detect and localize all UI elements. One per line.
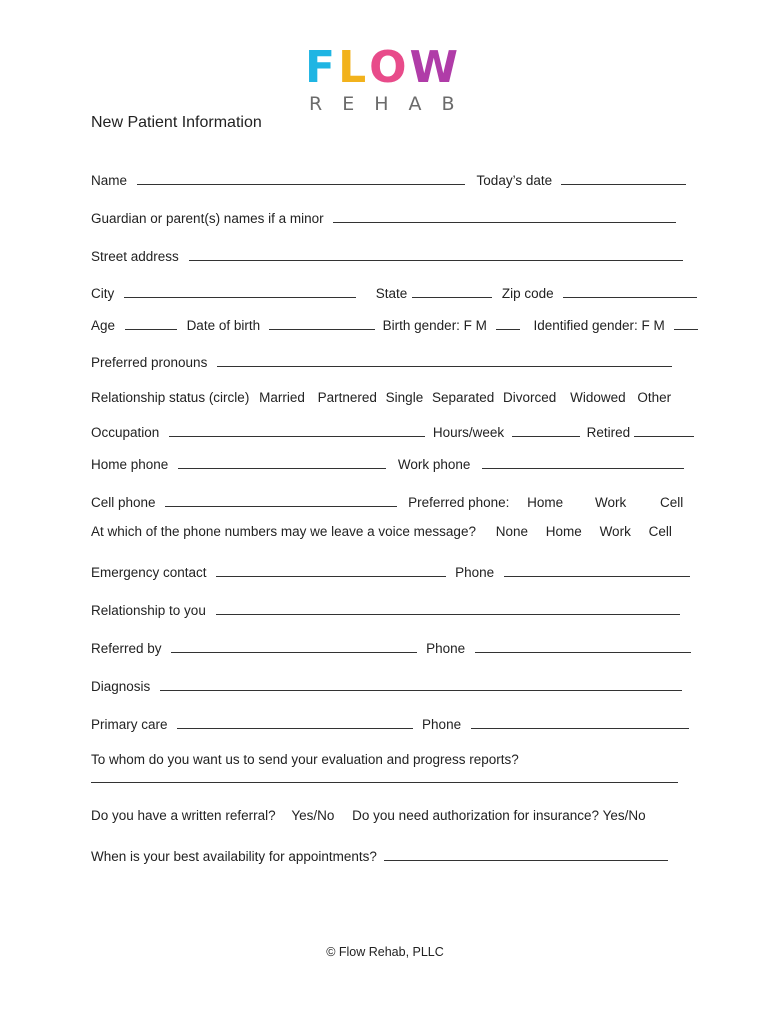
home-phone-label: Home phone (91, 457, 169, 472)
logo-letter-o: O (369, 42, 408, 93)
voicemail-row (91, 524, 672, 544)
age-row (91, 315, 698, 335)
identified-gender-label: Identified gender: F M (533, 318, 665, 333)
availability-field[interactable] (384, 846, 668, 861)
city-row (91, 283, 697, 303)
availability-row (91, 846, 668, 866)
logo-letter-f: F (305, 42, 337, 93)
state-field[interactable] (412, 283, 492, 298)
voicemail-option-none[interactable]: None (495, 524, 529, 539)
reports-question: To whom do you want us to send your evaluation and progress reports? (91, 752, 519, 767)
home-phone-field[interactable] (178, 454, 386, 469)
relationship-status-label: Relationship status (circle) (91, 390, 250, 405)
voicemail-option-cell[interactable]: Cell (648, 524, 672, 539)
retired-label: Retired (586, 425, 631, 440)
option-divorced[interactable]: Divorced (503, 390, 557, 405)
emergency-phone-field[interactable] (504, 562, 690, 577)
age-field[interactable] (125, 315, 177, 330)
cell-phone-row (91, 492, 683, 512)
pronouns-label: Preferred pronouns (91, 355, 208, 370)
referred-phone-field[interactable] (475, 638, 691, 653)
referred-phone-label: Phone (426, 641, 466, 656)
primary-care-phone-label: Phone (422, 717, 462, 732)
voicemail-question: At which of the phone numbers may we leave a voice message? (91, 524, 476, 539)
option-partnered[interactable]: Partnered (317, 390, 377, 405)
home-phone-row (91, 454, 684, 474)
pronouns-field[interactable] (217, 352, 672, 367)
preferred-option-work[interactable]: Work (594, 495, 627, 510)
street-label: Street address (91, 249, 179, 264)
option-widowed[interactable]: Widowed (570, 390, 626, 405)
occupation-label: Occupation (91, 425, 160, 440)
relationship-to-you-label: Relationship to you (91, 603, 206, 618)
birth-gender-field[interactable] (496, 315, 520, 330)
relationship-to-you-field[interactable] (216, 600, 680, 615)
voicemail-option-home[interactable]: Home (545, 524, 582, 539)
page-title: New Patient Information (91, 114, 262, 131)
guardian-field[interactable] (333, 208, 676, 223)
occupation-row (91, 422, 694, 442)
retired-field[interactable] (634, 422, 694, 437)
option-separated[interactable]: Separated (431, 390, 495, 405)
street-row (91, 246, 683, 266)
logo-letter-w: W (409, 42, 460, 93)
logo-subtitle: REHAB (309, 93, 475, 115)
footer-copyright: © Flow Rehab, PLLC (326, 945, 444, 959)
cell-phone-label: Cell phone (91, 495, 156, 510)
referral-row (91, 808, 646, 828)
emergency-row (91, 562, 690, 582)
dob-field[interactable] (269, 315, 375, 330)
pronouns-row (91, 352, 672, 372)
name-row (91, 170, 686, 190)
logo-word (305, 42, 465, 93)
diagnosis-label: Diagnosis (91, 679, 151, 694)
relationship-to-you-row (91, 600, 680, 620)
name-field[interactable] (137, 170, 465, 185)
referred-by-field[interactable] (171, 638, 417, 653)
dob-label: Date of birth (186, 318, 261, 333)
preferred-option-cell[interactable]: Cell (659, 495, 684, 510)
primary-care-field[interactable] (177, 714, 413, 729)
state-label: State (375, 286, 408, 301)
street-field[interactable] (189, 246, 683, 261)
diagnosis-row (91, 676, 682, 696)
guardian-label: Guardian or parent(s) names if a minor (91, 211, 324, 226)
preferred-option-home[interactable]: Home (527, 495, 564, 510)
primary-care-row (91, 714, 689, 734)
today-label: Today’s date (476, 173, 553, 188)
referred-by-label: Referred by (91, 641, 162, 656)
authorization-question: Do you need authorization for insurance? Yes/No (352, 808, 646, 823)
logo-letter-l: L (338, 42, 368, 93)
reports-field[interactable] (91, 768, 678, 783)
today-field[interactable] (561, 170, 686, 185)
voicemail-option-work[interactable]: Work (599, 524, 631, 539)
emergency-label: Emergency contact (91, 565, 207, 580)
work-phone-label: Work phone (397, 457, 471, 472)
option-single[interactable]: Single (385, 390, 424, 405)
cell-phone-field[interactable] (165, 492, 397, 507)
availability-question: When is your best availability for appointments? (91, 849, 377, 864)
city-label: City (91, 286, 115, 301)
identified-gender-field[interactable] (674, 315, 698, 330)
reports-answer-row (91, 768, 678, 788)
referred-row (91, 638, 691, 658)
written-referral-question: Do you have a written referral? (91, 808, 276, 823)
zip-field[interactable] (563, 283, 697, 298)
written-referral-yes-no[interactable]: Yes/No (291, 808, 335, 823)
preferred-phone-label: Preferred phone: (408, 495, 510, 510)
age-label: Age (91, 318, 116, 333)
emergency-field[interactable] (216, 562, 446, 577)
primary-care-phone-field[interactable] (471, 714, 689, 729)
option-married[interactable]: Married (259, 390, 305, 405)
flow-rehab-logo (305, 42, 475, 116)
city-field[interactable] (124, 283, 356, 298)
zip-label: Zip code (501, 286, 554, 301)
primary-care-label: Primary care (91, 717, 168, 732)
hours-field[interactable] (512, 422, 580, 437)
work-phone-field[interactable] (482, 454, 684, 469)
diagnosis-field[interactable] (160, 676, 682, 691)
guardian-row (91, 208, 676, 228)
birth-gender-label: Birth gender: F M (382, 318, 487, 333)
relationship-status-row (91, 390, 671, 410)
name-label: Name (91, 173, 128, 188)
occupation-field[interactable] (169, 422, 425, 437)
emergency-phone-label: Phone (455, 565, 495, 580)
hours-label: Hours/week (432, 425, 505, 440)
option-other[interactable]: Other (637, 390, 672, 405)
